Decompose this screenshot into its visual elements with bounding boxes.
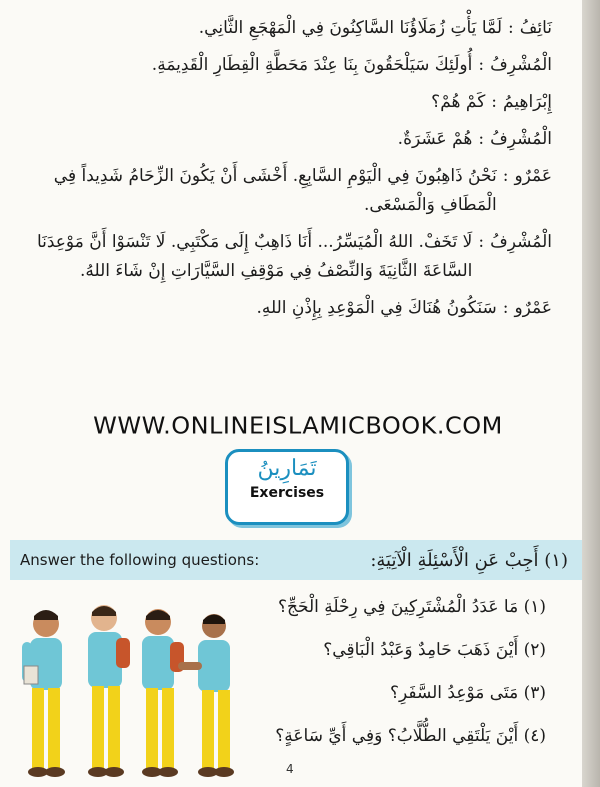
- student-figure: [142, 609, 184, 777]
- speaker-name: عَمْرٌو: [514, 298, 552, 318]
- student-figure: [88, 605, 130, 777]
- question-item: (١) مَا عَدَدُ الْمُشْتَرِكِينَ فِي رِحْلَةِ الْحَجِّ؟: [278, 597, 546, 617]
- speech-text: نَحْنُ ذَاهِبُونَ فِي الْيَوْمِ السَّابِعِ. أَخْشَى أَنْ يَكُونَ الزِّحَامُ شَدِيداً فِي الْمَطَافِ وَالْمَسْعَى.: [53, 166, 497, 215]
- student-figure: [178, 614, 234, 777]
- dialogue-line: [24, 14, 552, 43]
- speech-text: كَمْ هُمْ؟: [431, 92, 486, 112]
- speaker-separator: :: [491, 92, 498, 112]
- speaker-name: نَائِفُ: [519, 18, 552, 38]
- speaker-name: الْمُشْرِفُ: [490, 55, 552, 75]
- student-figure: [22, 610, 65, 777]
- instruction-arabic: (١) أَجِبْ عَنِ الْأَسْئِلَةِ الْآتِيَةِ:: [370, 549, 568, 571]
- dialogue-line: [24, 228, 552, 286]
- exercises-badge: [225, 449, 349, 525]
- students-illustration: [8, 596, 248, 781]
- exercises-title-english: Exercises: [249, 485, 325, 501]
- dialogue-line: [24, 88, 552, 117]
- question-item: (٢) أَيْنَ ذَهَبَ حَامِدٌ وَعَبْدُ الْبَاقِي؟: [323, 640, 546, 660]
- speaker-separator: :: [508, 18, 514, 38]
- instruction-english: Answer the following questions:: [20, 551, 260, 569]
- speech-text: أُولَئِكَ سَيَلْحَقُونَ بِنَا عِنْدَ مَحَطَّةِ الْقِطَارِ الْقَدِيمَةِ.: [151, 55, 473, 75]
- speech-text: لَمَّا يَأْتِ زُمَلَاؤُنَا السَّاكِنُونَ فِي الْمَهْجَعِ الثَّانِي.: [198, 18, 503, 38]
- speech-text: هُمْ عَشَرَةٌ.: [397, 129, 473, 149]
- dialogue-line: [24, 162, 552, 220]
- page-number: 4: [286, 762, 294, 776]
- speaker-separator: :: [502, 166, 509, 186]
- exercises-title-arabic: تَمَارِينُ: [257, 456, 317, 481]
- question-item: (٣) مَتَى مَوْعِدُ السَّفَرِ؟: [389, 683, 546, 703]
- speaker-name: الْمُشْرِفُ: [490, 232, 552, 252]
- speaker-name: إِبْرَاهِيمُ: [503, 92, 552, 112]
- speaker-separator: :: [502, 298, 509, 318]
- speaker-separator: :: [478, 55, 485, 75]
- speaker-name: عَمْرٌو: [514, 166, 552, 186]
- speaker-name: الْمُشْرِفُ: [490, 129, 552, 149]
- speech-text: سَنَكُونُ هُنَاكَ فِي الْمَوْعِدِ بِإِذْنِ اللهِ.: [256, 298, 497, 318]
- speaker-separator: :: [478, 129, 485, 149]
- dialogue: [24, 14, 552, 331]
- question-list: [206, 592, 546, 764]
- dialogue-line: [24, 125, 552, 154]
- book-spine-shadow: [582, 0, 600, 787]
- speaker-separator: :: [478, 232, 485, 252]
- instruction-band: [10, 540, 582, 580]
- dialogue-line: [24, 51, 552, 80]
- question-item: (٤) أَيْنَ يَلْتَقِي الطُّلَّابُ؟ وَفِي أَيِّ سَاعَةٍ؟: [275, 726, 546, 746]
- watermark-url: WWW.ONLINEISLAMICBOOK.COM: [93, 412, 503, 440]
- dialogue-line: [24, 294, 552, 323]
- speech-text: لَا تَخَفْ. اللهُ الْمُيَسِّرُ... أَنَا ذَاهِبٌ إِلَى مَكْتَبِي. لَا تَنْسَوْا أَنَّ مَوْعِدَنَا السَّاعَةَ الثَّانِيَةَ وَالنِّصْفُ فِي مَوْقِفِ السَّيَّارَاتِ إِنْ شَاءَ اللهُ.: [36, 232, 473, 281]
